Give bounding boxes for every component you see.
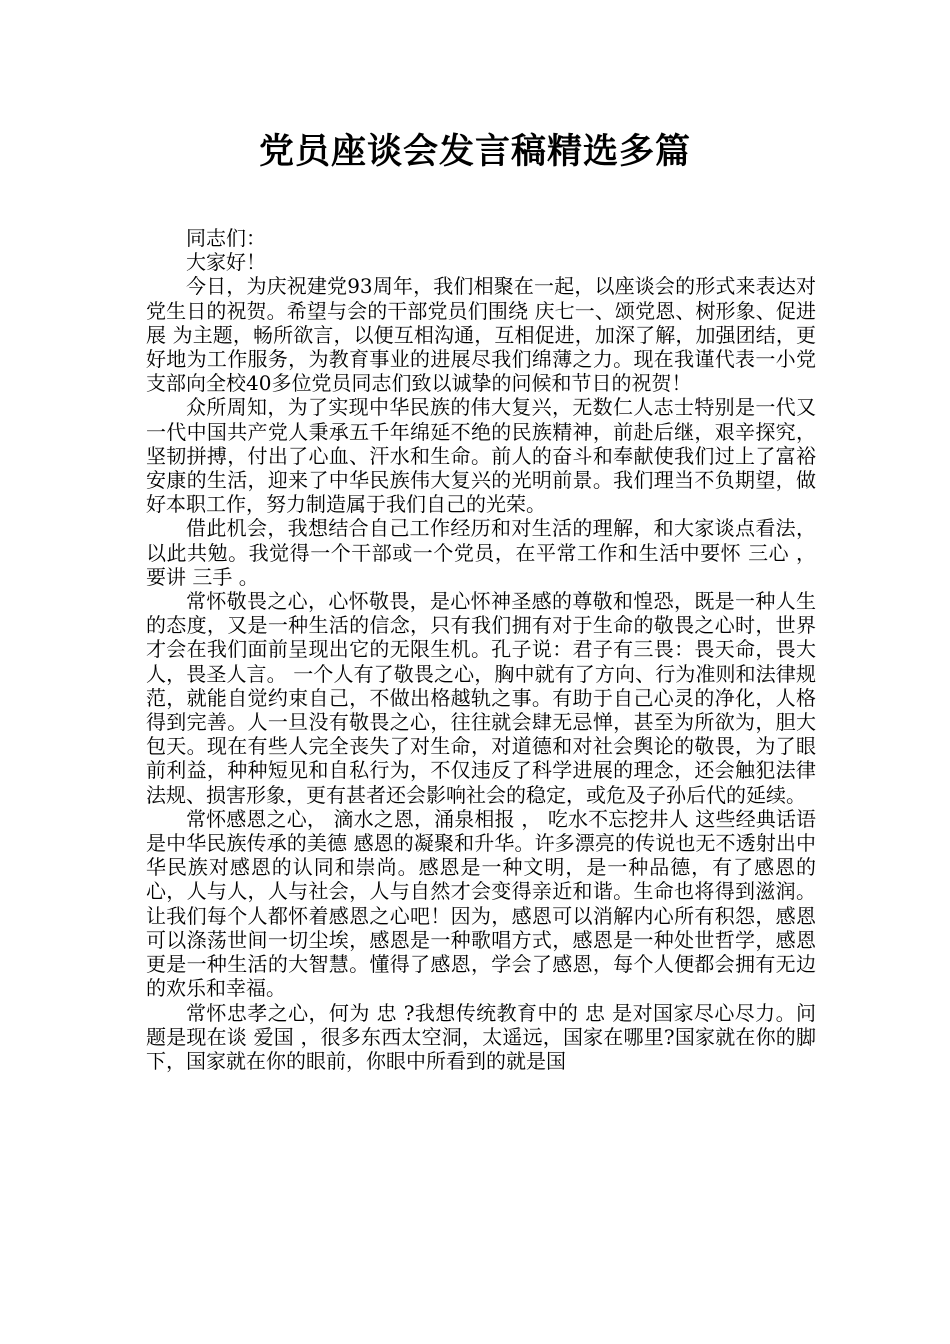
body-paragraph-4: 常怀敬畏之心，心怀敬畏，是心怀神圣感的尊敬和惶恐，既是一种人生的态度，又是一种生活的信念，只有我们拥有对于生命的敬畏之心时，世界才会在我们面前呈现出它的无限生机。孔子说：君子有三畏：畏天命，畏大人，畏圣人言。 一个人有了敬畏之心，胸中就有了方向、行为准则和法律规范，就能自觉约束自己，不做出格越轨之事。有助于自己心灵的净化，人格得到完善。人一旦没有敬畏之心，往往就会肆无忌惮，甚至为所欲为，胆大包天。现在有些人完全丧失了对生命，对道德和对社会舆论的敬畏，为了眼前利益，种种短见和自私行为，不仅违反了科学进展的理念，还会触犯法律法规、损害形象，更有甚者还会影响社会的稳定，或危及子孙后代的延续。 xyxy=(146,589,816,807)
greeting-paragraph: 大家好！ xyxy=(186,250,266,275)
body-paragraph-3: 借此机会，我想结合自己工作经历和对生活的理解，和大家谈点看法，以此共勉。我觉得一个干部或一个党员，在平常工作和生活中要怀 三心 ，要讲 三手 。 xyxy=(146,516,816,589)
body-paragraph-5: 常怀感恩之心， 滴水之恩，涌泉相报 ， 吃水不忘挖井人 这些经典话语是中华民族传承的美德 感恩的凝聚和升华。许多漂亮的传说也无不透射出中华民族对感恩的认同和崇尚。感恩是一种文明，是一种品德，有了感恩的心，人与人，人与社会，人与自然才会变得亲近和谐。生命也将得到滋润。让我们每个人都怀着感恩之心吧！因为，感恩可以消解内心所有积怨，感恩可以涤荡世间一切尘埃，感恩是一种歌唱方式，感恩是一种处世哲学，感恩更是一种生活的大智慧。懂得了感恩，学会了感恩，每个人便都会拥有无边的欢乐和幸福。 xyxy=(146,806,816,1001)
body-paragraph-6: 常怀忠孝之心，何为 忠 ?我想传统教育中的 忠 是对国家尽心尽力。问题是现在谈 爱国 ，很多东西太空洞，太遥远，国家在哪里?国家就在你的脚下，国家就在你的眼前，你眼中所看到的就是国 xyxy=(146,1000,816,1073)
document-body xyxy=(146,226,816,1073)
body-paragraph-2: 众所周知，为了实现中华民族的伟大复兴，无数仁人志士特别是一代又一代中国共产党人秉承五千年绵延不绝的民族精神，前赴后继，艰辛探究，坚韧拼搏，付出了心血、汗水和生命。前人的奋斗和奉献使我们过上了富裕安康的生活，迎来了中华民族伟大复兴的光明前景。我们理当不负期望，做好本职工作，努力制造属于我们自己的光荣。 xyxy=(146,395,816,517)
document-title: 党员座谈会发言稿精选多篇 xyxy=(258,132,691,172)
body-paragraph-1: 今日，为庆祝建党93周年，我们相聚在一起，以座谈会的形式来表达对党生日的祝贺。希望与会的干部党员们围绕 庆七一、颂党恩、树形象、促进展 为主题，畅所欲言，以便互相沟通，互相促进，加深了解，加强团结，更好地为工作服务，为教育事业的进展尽我们绵薄之力。现在我谨代表一小党支部向全校40多位党员同志们致以诚挚的问候和节日的祝贺！ xyxy=(146,274,816,396)
salutation-paragraph: 同志们： xyxy=(186,226,266,250)
